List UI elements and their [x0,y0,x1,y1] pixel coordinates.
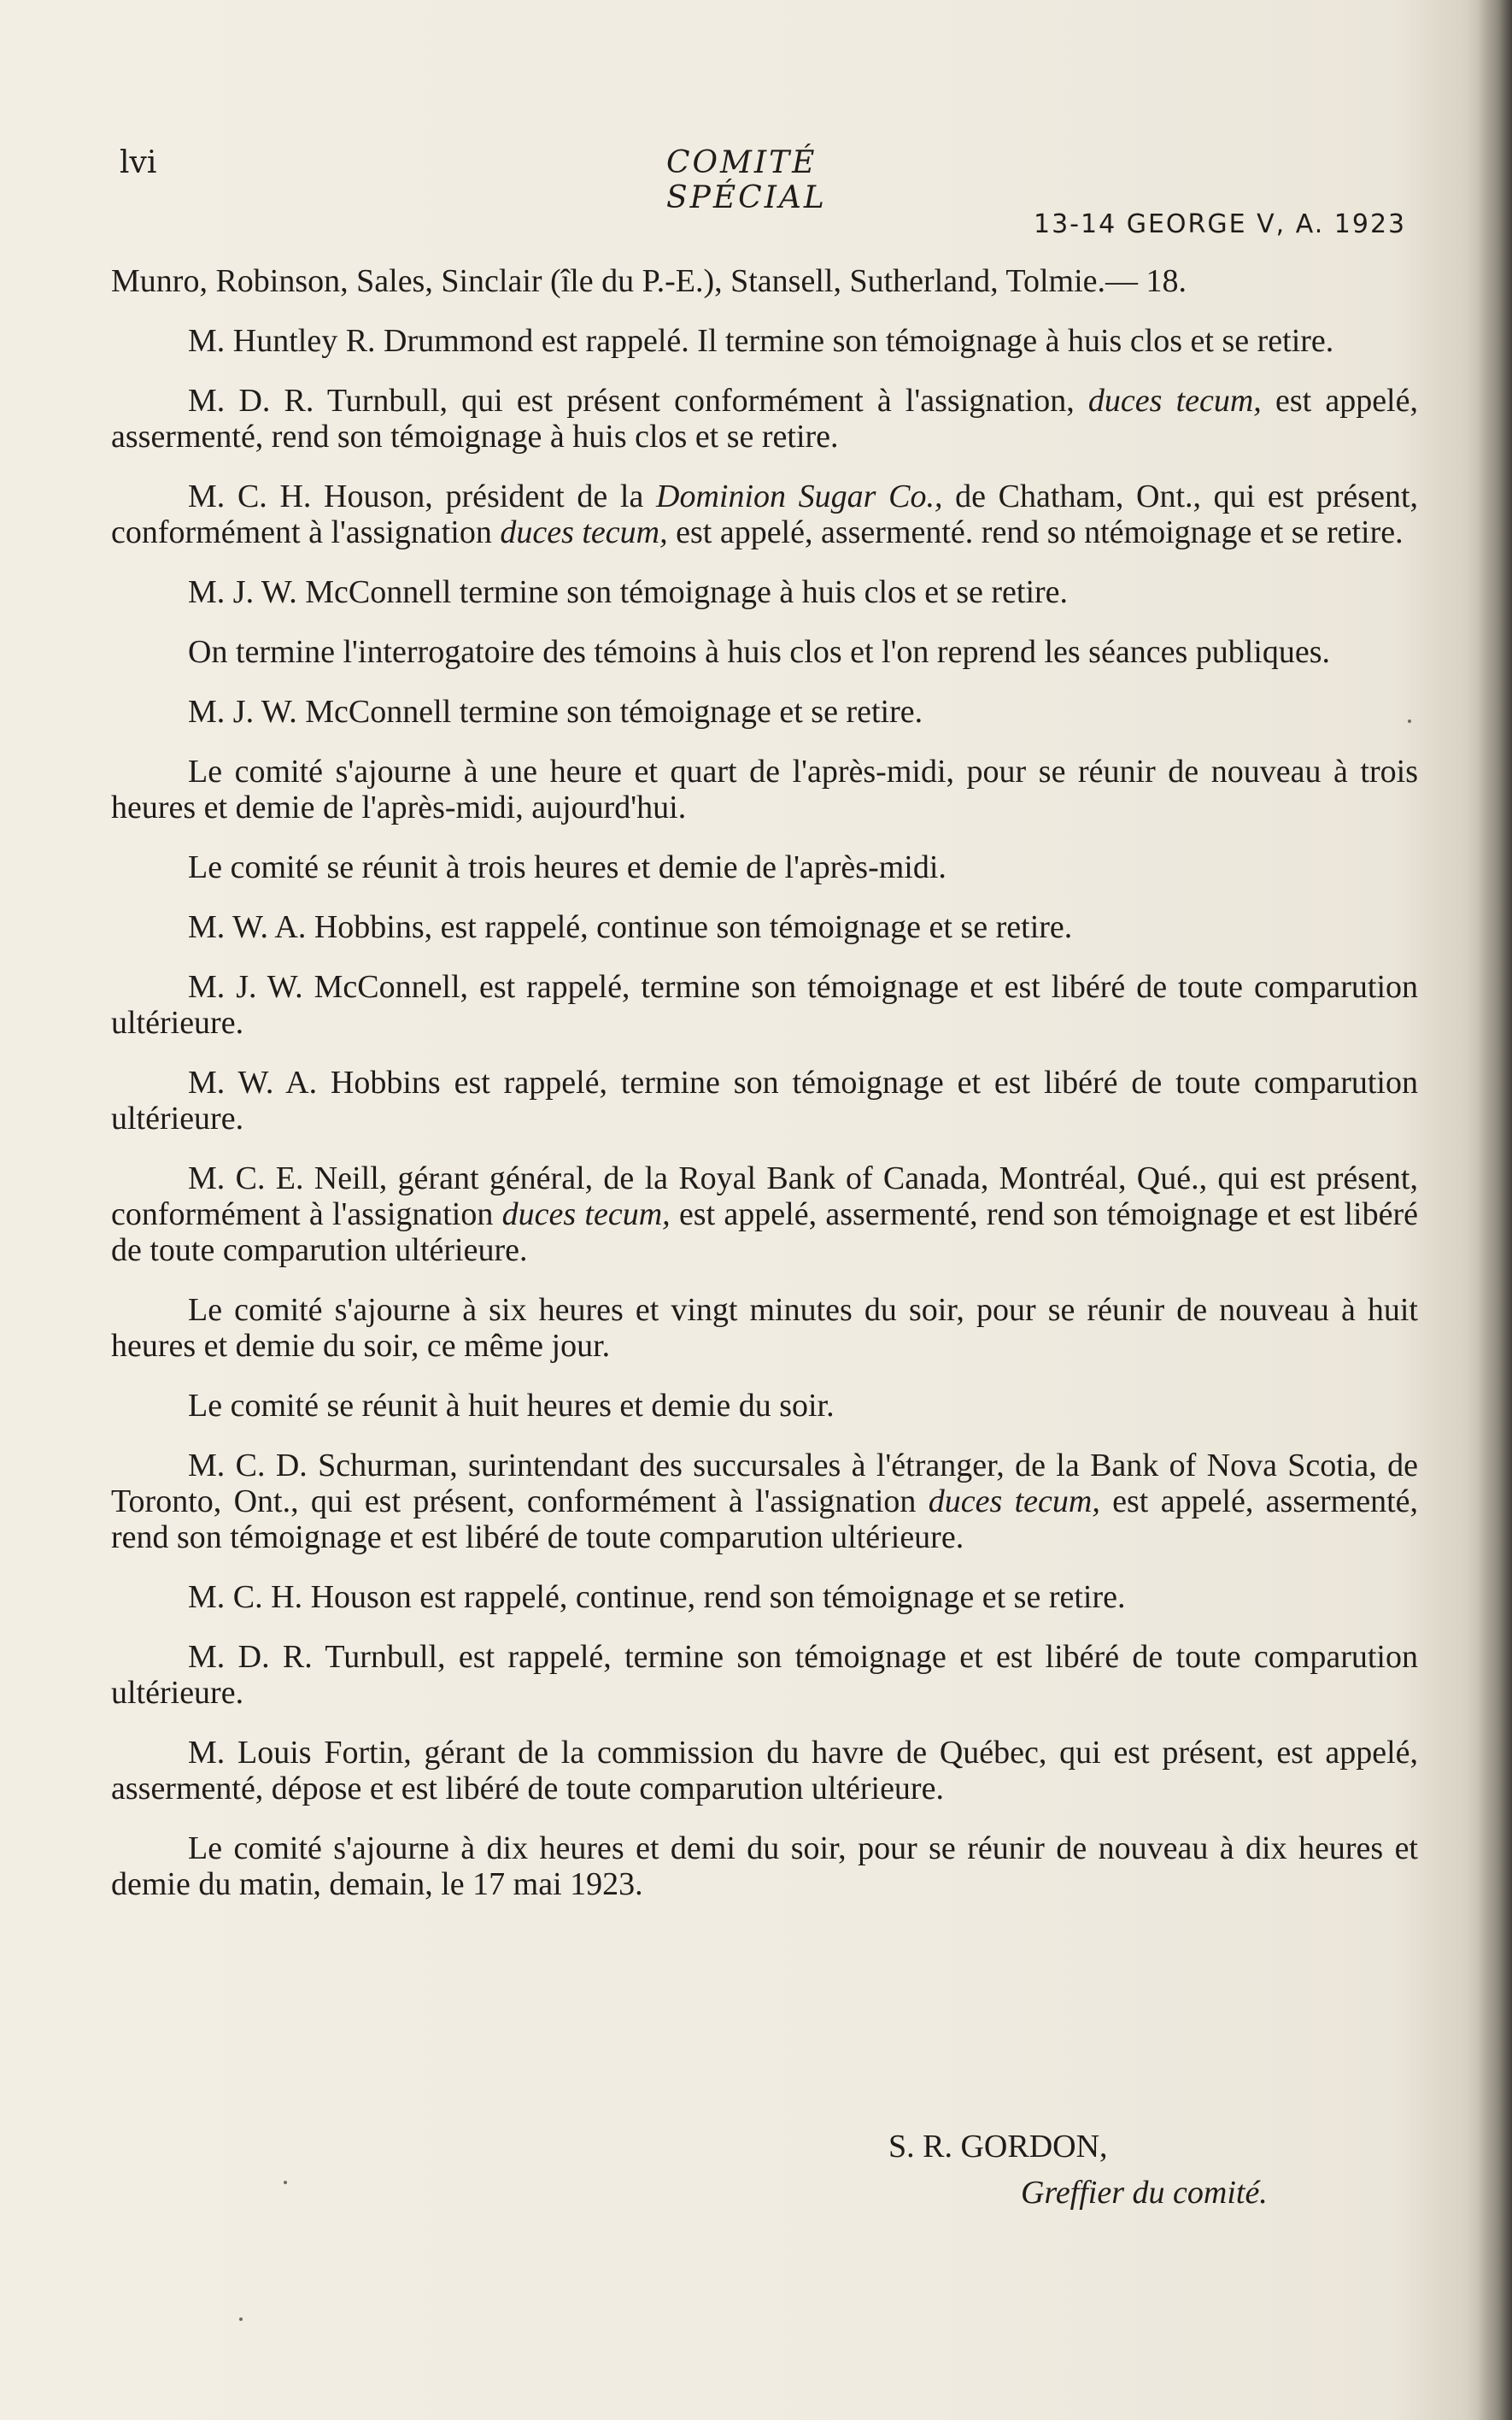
paper-speck [284,2181,287,2184]
paragraph-houson: M. C. H. Houson, président de la Dominion Sugar Co., de Chatham, Ont., qui est présent, conformément à l'assignation duces tecum, est appelé, assermenté. rend so ntémoignage et se retire. [111,479,1419,550]
paragraph-members-list: Munro, Robinson, Sales, Sinclair (île du P.-E.), Stansell, Sutherland, Tolmie.— 18. [111,263,1187,299]
paragraph-houson-recalled: M. C. H. Houson est rappelé, continue, rend son témoignage et se retire. [188,1579,1126,1615]
signature-block [888,2128,1268,2211]
book-binding-edge [1478,0,1512,2420]
body-text [111,263,1418,1926]
clerk-title: Greffier du comité. [1021,2175,1268,2211]
running-title: COMITÉ SPÉCIAL [666,145,827,215]
paragraph-neill: M. C. E. Neill, gérant général, de la Royal Bank of Canada, Montréal, Qué., qui est présent, conformément à l'assignation duces tecum, est appelé, assermenté, rend son témoignage et est libéré de toute comparution ultérieure. [111,1160,1418,1268]
paragraph-mcconnell-ends: M. J. W. McConnell termine son témoignage et se retire. [188,694,923,730]
paragraph-hobbins-released: M. W. A. Hobbins est rappelé, termine son témoignage et est libéré de toute comparution ultérieure. [111,1065,1418,1137]
paragraph-mcconnell-closed: M. J. W. McConnell termine son témoignage à huis clos et se retire. [188,574,1069,610]
paragraph-schurman: M. C. D. Schurman, surintendant des succursales à l'étranger, de la Bank of Nova Scotia, de Toronto, Ont., qui est présent, conformément à l'assignation duces tecum, est appelé, assermenté, rend son témoignage et est libéré de toute comparution ultérieure. [111,1448,1418,1555]
paragraph-drummond: M. Huntley R. Drummond est rappelé. Il termine son témoignage à huis clos et se retire. [188,323,1334,359]
clerk-name: S. R. GORDON, [888,2129,1108,2164]
paper-speck [1408,720,1411,723]
paragraph-adjourn-evening: Le comité s'ajourne à six heures et vingt minutes du soir, pour se réunir de nouveau à huit heures et demie du soir, ce même jour. [111,1292,1418,1364]
paragraph-turnbull-recalled: M. D. R. Turnbull, est rappelé, termine son témoignage et est libéré de toute comparution ultérieure. [111,1639,1418,1711]
session-reference: 13-14 GEORGE V, A. 1923 [1034,209,1407,239]
paragraph-adjourn-afternoon: Le comité s'ajourne à une heure et quart de l'après-midi, pour se réunir de nouveau à trois heures et demie de l'après-midi, aujourd'hui. [111,754,1418,825]
page-header [120,145,974,215]
paragraph-public-session: On termine l'interrogatoire des témoins à huis clos et l'on reprend les séances publiques. [188,634,1330,670]
paragraph-reconvene-evening: Le comité se réunit à huit heures et demie du soir. [188,1388,835,1424]
paper-speck [239,2317,243,2321]
paragraph-reconvene-afternoon: Le comité se réunit à trois heures et demie de l'après-midi. [188,849,946,885]
paragraph-mcconnell-released: M. J. W. McConnell, est rappelé, termine son témoignage et est libéré de toute comparution ultérieure. [111,969,1418,1041]
paragraph-turnbull: M. D. R. Turnbull, qui est présent conformément à l'assignation, duces tecum, est appelé, assermenté, rend son témoignage à huis clos et se retire. [111,383,1418,455]
paragraph-adjourn-night: Le comité s'ajourne à dix heures et demi du soir, pour se réunir de nouveau à dix heures et demie du matin, demain, le 17 mai 1923. [111,1830,1418,1902]
paragraph-fortin: M. Louis Fortin, gérant de la commission du havre de Québec, qui est présent, est appelé, assermenté, dépose et est libéré de toute comparution ultérieure. [111,1735,1418,1806]
paragraph-hobbins-recalled: M. W. A. Hobbins, est rappelé, continue son témoignage et se retire. [188,909,1073,945]
page-number: lvi [120,145,157,180]
